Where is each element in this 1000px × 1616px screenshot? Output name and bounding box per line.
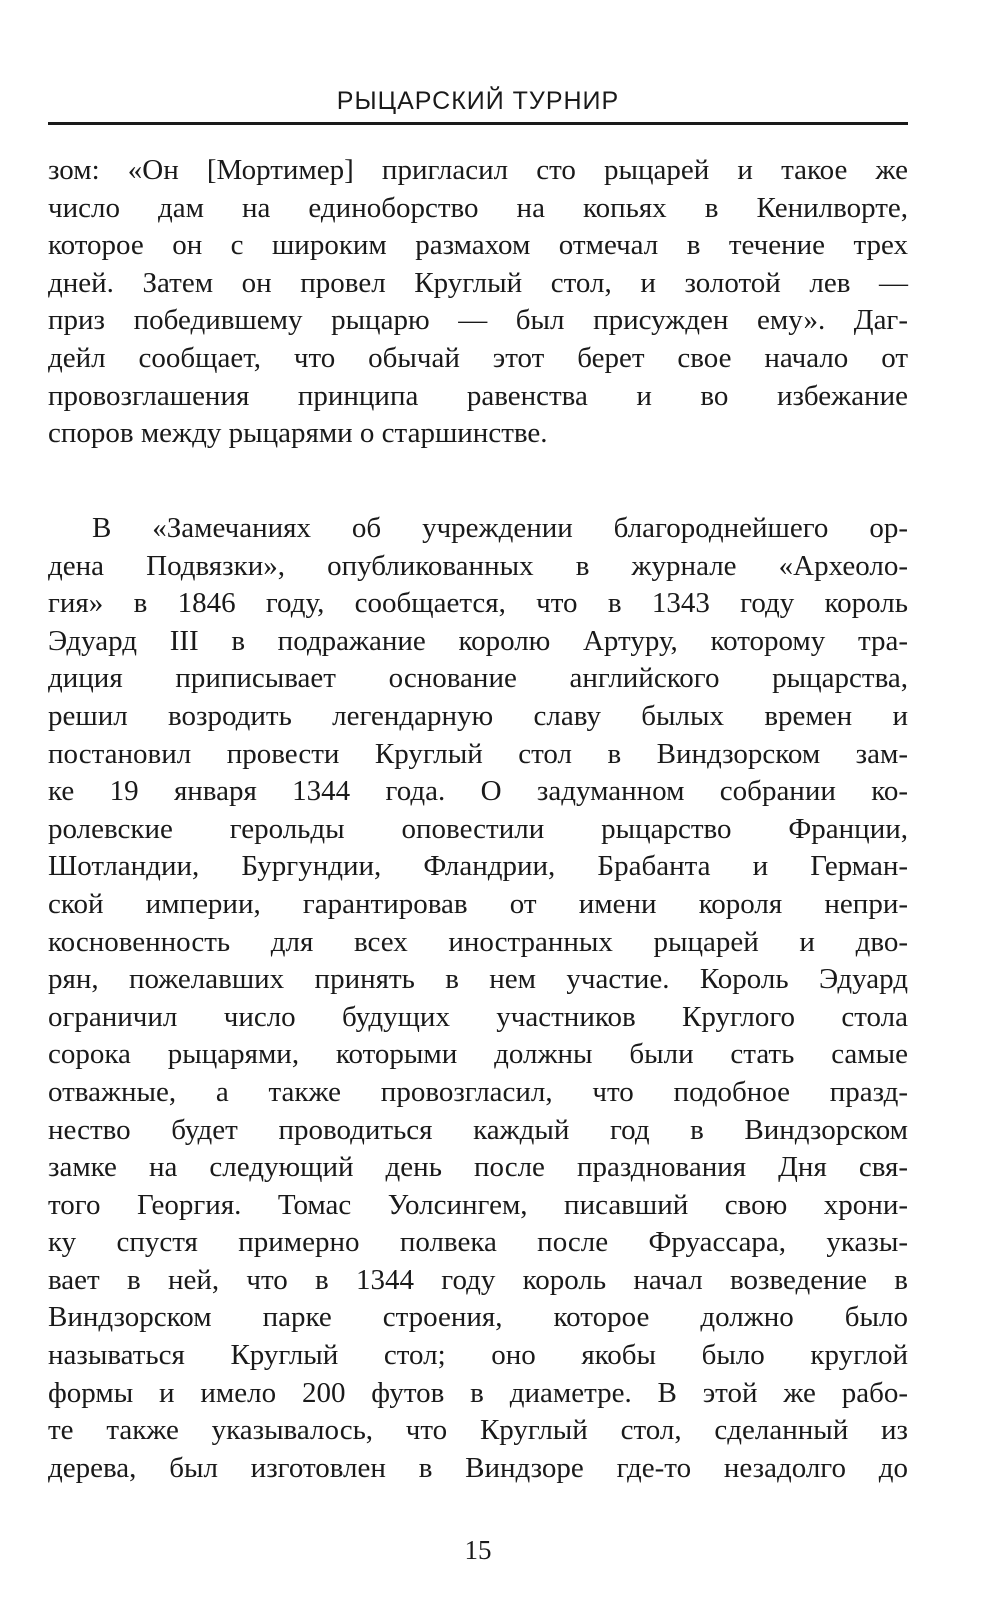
- text-line: вает в ней, что в 1344 году король начал возведение в: [48, 1263, 908, 1296]
- text-line: гия» в 1846 году, сообщается, что в 1343 году король: [48, 587, 908, 620]
- text-line: дейл сообщает, что обычай этот берет свое начало от: [48, 341, 908, 374]
- text-line: споров между рыцарями о старшинстве.: [48, 417, 548, 450]
- text-line: провозглашения принципа равенства и во избежание: [48, 379, 908, 412]
- text-line: приз победившему рыцарю — был присужден ему». Даг-: [48, 304, 908, 337]
- text-line: ку спустя примерно полвека после Фруассара, указы-: [48, 1226, 908, 1259]
- text-line: зом: «Он [Мортимер] пригласил сто рыцарей и такое же: [48, 154, 908, 186]
- text-line: которое он с широким размахом отмечал в течение трех: [48, 229, 908, 262]
- text-line: Виндзорском парке строения, которое должно было: [48, 1301, 908, 1334]
- text-line: постановил провести Круглый стол в Виндзорском зам-: [48, 737, 908, 770]
- text-line: называться Круглый стол; оно якобы было круглой: [48, 1339, 908, 1372]
- text-line: дней. Затем он провел Круглый стол, и золотой лев —: [48, 266, 908, 299]
- text-line: решил возродить легендарную славу былых времен и: [48, 699, 908, 732]
- running-head: РЫЦАРСКИЙ ТУРНИР: [336, 87, 620, 115]
- text-line: нество будет проводиться каждый год в Виндзорском: [48, 1113, 908, 1146]
- text-line: дена Подвязки», опубликованных в журнале «Археоло-: [48, 549, 908, 582]
- header-rule: [48, 122, 908, 125]
- text-line: диция приписывает основание английского рыцарства,: [48, 662, 908, 695]
- text-line: ке 19 января 1344 года. О задуманном собрании ко-: [48, 775, 908, 808]
- text-line: замке на следующий день после празднования Дня свя-: [48, 1151, 908, 1184]
- text-line: Эдуард III в подражание королю Артуру, которому тра-: [48, 624, 908, 657]
- paragraph-continuation: [48, 152, 908, 453]
- text-line: Шотландии, Бургундии, Фландрии, Брабанта и Герман-: [48, 850, 908, 883]
- paragraph-garter: [48, 510, 908, 1487]
- text-line: рян, пожелавших принять в нем участие. Король Эдуард: [48, 963, 908, 996]
- page-number: 15: [464, 1535, 492, 1565]
- text-line: те также указывалось, что Круглый стол, сделанный из: [48, 1414, 908, 1447]
- text-line: число дам на единоборство на копьях в Кенилворте,: [48, 191, 908, 224]
- text-line: отважные, а также провозгласил, что подобное празд-: [48, 1075, 908, 1108]
- text-line: дерева, был изготовлен в Виндзоре где-то незадолго до: [48, 1451, 908, 1484]
- text-line: ограничил число будущих участников Круглого стола: [48, 1000, 908, 1033]
- text-line: косновенность для всех иностранных рыцарей и дво-: [48, 925, 908, 958]
- text-line: сорока рыцарями, которыми должны были стать самые: [48, 1038, 908, 1071]
- text-line: В «Замечаниях об учреждении благороднейшего ор-: [92, 512, 908, 544]
- text-line: формы и имело 200 футов в диаметре. В этой же рабо-: [48, 1376, 908, 1409]
- text-line: ролевские герольды оповестили рыцарство Франции,: [48, 812, 908, 845]
- text-line: ской империи, гарантировав от имени короля непри-: [48, 887, 908, 920]
- text-line: того Георгия. Томас Уолсингем, писавший свою хрони-: [48, 1188, 908, 1221]
